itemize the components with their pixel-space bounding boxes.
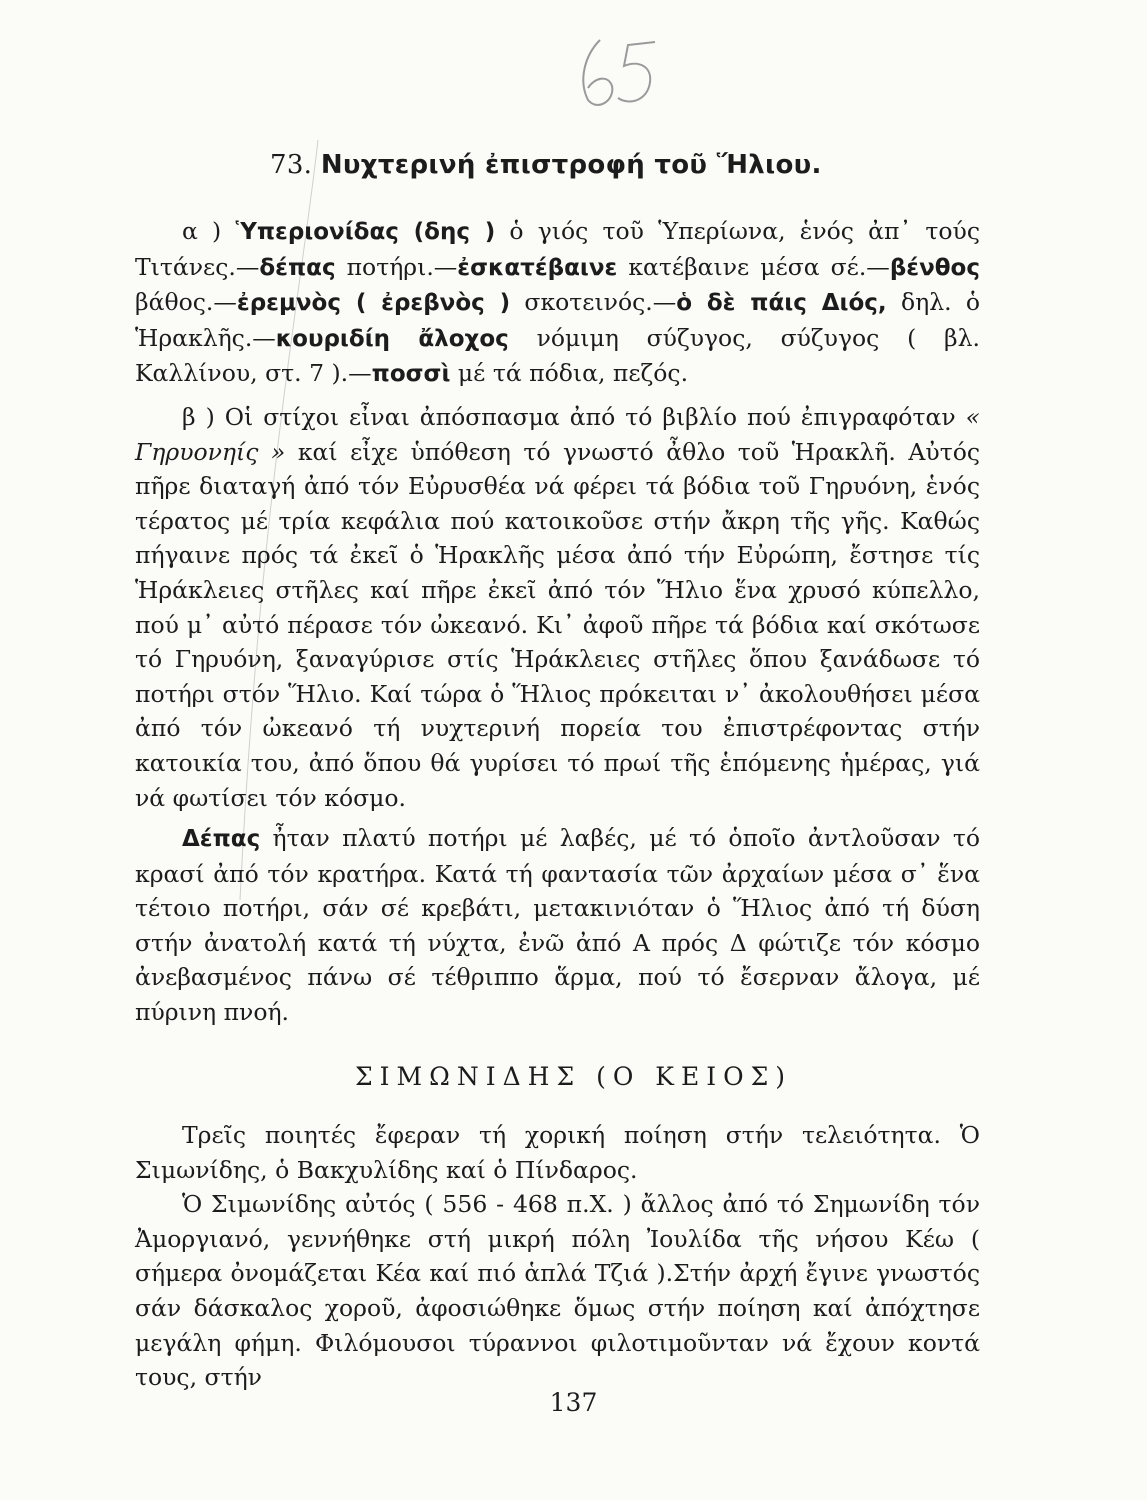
note-text: νόμιμη σύζυγος, σύζυγος ( βλ. Καλλίνου, στ. 7 ).— bbox=[135, 323, 981, 388]
note-term: ποσσὶ bbox=[371, 361, 451, 388]
note-term: ἐσκατέβαινε bbox=[457, 254, 618, 281]
chapter-heading bbox=[270, 150, 822, 180]
note-a bbox=[135, 214, 980, 392]
note-text: ἦταν πλατύ ποτήρι μέ λαβές, μέ τό ὁποῖο ἀντλοῦσαν τό κρασί ἀπό τόν κρατήρα. Κατά τή φαντασία τῶν ἀρχαίων μέσα σ᾽ ἕνα τέτοιο ποτήρι, σάν σέ κρεβάτι, μετακινιόταν ὁ Ἥλιος ἀπό τή δύση στήν ἀνατολή κατά τή νύχτα, ἐνῶ ἀπό Α πρός Δ φώτιζε τόν κόσμο ἀνεβασμένος πάνω σέ τέθριππο ἅρμα, πού τό ἔσερναν ἄλογα, μέ πύρινη πνοή. bbox=[135, 824, 980, 1027]
note-text: κατέβαινε μέσα σέ.— bbox=[617, 252, 890, 281]
note-text: δηλ. ὁ Ἡρακλῆς.— bbox=[135, 288, 980, 352]
chapter-title: Νυχτερινή ἐπιστροφή τοῦ Ἥλιου. bbox=[320, 150, 822, 180]
notes-block bbox=[135, 214, 980, 1030]
note-term: βένθος bbox=[889, 254, 980, 281]
simonides-paragraph-1: Τρεῖς ποιητές ἔφεραν τή χορική ποίηση στήν τελειότητα. Ὁ Σιμωνίδης, ὁ Βακχυλίδης καί ὁ Πίνδαρος. bbox=[135, 1121, 980, 1184]
note-term: Δέπας bbox=[182, 826, 261, 853]
note-text: σκοτεινός.— bbox=[510, 288, 677, 317]
section-title: ΣΙΜΩΝΙΔΗΣ (Ο ΚΕΙΟΣ) bbox=[354, 1062, 793, 1091]
chapter-number: 73. bbox=[270, 150, 313, 180]
note-term: δέπας bbox=[259, 254, 336, 281]
note-text: μέ τά πόδια, πεζός. bbox=[450, 359, 689, 388]
handwritten-page-mark bbox=[560, 20, 680, 120]
note-text: ποτήρι.— bbox=[335, 252, 458, 281]
note-text: βάθος.— bbox=[135, 288, 237, 317]
note-term: Ὑπεριονίδας (δης ) bbox=[235, 219, 496, 245]
note-a-label: α ) bbox=[182, 217, 222, 245]
page-number: 137 bbox=[549, 1388, 598, 1417]
note-term: κουριδίη ἄλοχος bbox=[275, 325, 509, 352]
book-title: « Γηρυονηίς » bbox=[135, 402, 980, 466]
note-text: ὁ γιός τοῦ Ὑπερίωνα, ἑνός ἀπ᾽ τούς Τιτάνες.— bbox=[135, 217, 980, 281]
simonides-block bbox=[135, 1118, 980, 1395]
note-text: β ) Οἱ στίχοι εἶναι ἀπόσπασμα ἀπό τό βιβλίο πού ἐπιγραφόταν bbox=[182, 402, 966, 431]
simonides-paragraph-2: Ὁ Σιμωνίδης αὐτός ( 556 - 468 π.Χ. ) ἄλλος ἀπό τό Σημωνίδη τόν Ἀμοργιανό, γεννήθηκε στή μικρή πόλη Ἰουλίδα τῆς νήσου Κέω ( σήμερα ὀνομάζεται Κέα καί πιό ἁπλά Τζιά ).Στήν ἀρχή ἔγινε γνωστός σάν δάσκαλος χοροῦ, ἀφοσιώθηκε ὅμως στήν ποίηση καί ἀπόχτησε μεγάλη φήμη. Φιλόμουσοι τύραννοι φιλοτιμοῦνταν νά ἔχουν κοντά τους, στήν bbox=[135, 1190, 980, 1392]
note-b bbox=[135, 400, 980, 815]
note-term: ὁ δὲ πάις Διός, bbox=[676, 290, 887, 317]
note-term: ἐρεμνὸς ( ἐρεβνὸς ) bbox=[236, 290, 511, 317]
depas-paragraph bbox=[135, 821, 980, 1030]
note-text: καί εἶχε ὑπόθεση τό γνωστό ἆθλο τοῦ Ἡρακλῆ. Αὐτός πῆρε διαταγή ἀπό τόν Εὐρυσθέα νά φέρει τά βόδια τοῦ Γηρυόνη, ἑνός τέρατος μέ τρία κεφάλια πού κατοικοῦσε στήν ἄκρη τῆς γῆς. Καθώς πήγαινε πρός τά ἐκεῖ ὁ Ἡρακλῆς μέσα ἀπό τήν Εὐρώπη, ἔστησε τίς Ἡράκλειες στῆλες καί πῆρε ἐκεῖ ἀπό τόν Ἥλιο ἕνα χρυσό κύπελλο, πού μ᾽ αὐτό πέρασε τόν ὠκεανό. Κι᾽ ἀφοῦ πῆρε τά βόδια καί σκότωσε τό Γηρυόνη, ξαναγύρισε στίς Ἡράκλειες στῆλες ὅπου ξανάδωσε τό ποτήρι στόν Ἥλιο. Καί τώρα ὁ Ἥλιος πρόκειται ν᾽ ἀκολουθήσει μέσα ἀπό τόν ὠκεανό τή νυχτερινή πορεία του ἐπιστρέφοντας στήν κατοικία του, ἀπό ὅπου θά γυρίσει τό πρωί τῆς ἑπόμενης ἡμέρας, γιά νά φωτίσει τόν κόσμο. bbox=[135, 437, 980, 812]
